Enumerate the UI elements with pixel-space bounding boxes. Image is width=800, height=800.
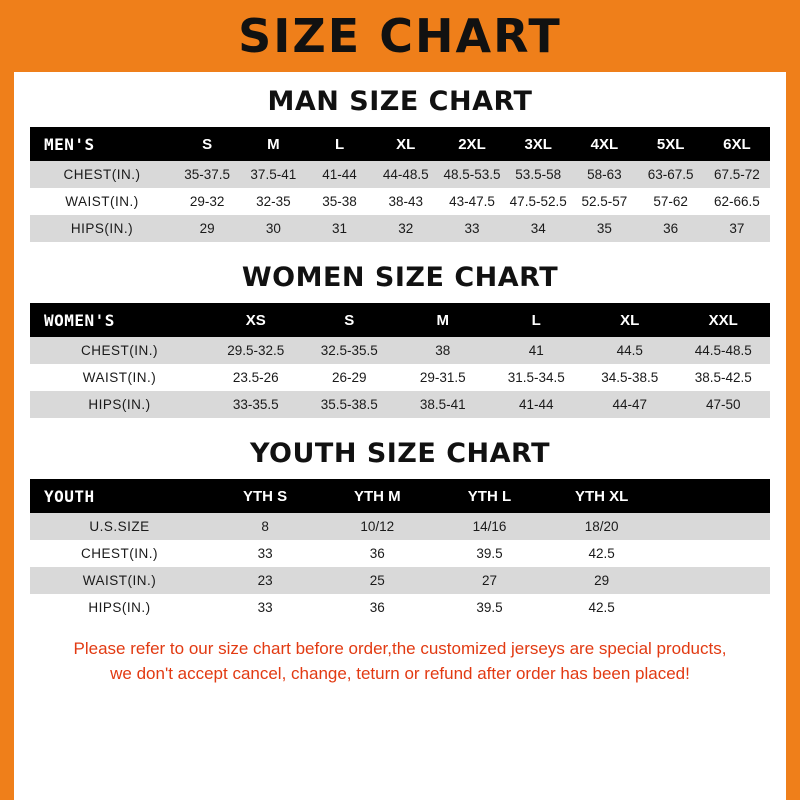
- youth-ussize-yth-xl: 18/20: [546, 513, 658, 540]
- order-policy-note-line1: Please refer to our size chart before order,the customized jerseys are special products,: [73, 639, 727, 658]
- women-waist-m: 29-31.5: [396, 364, 490, 391]
- men-waist-2xl: 43-47.5: [439, 188, 505, 215]
- men-header-5xl: 5XL: [638, 127, 704, 161]
- women-chest-xs: 29.5-32.5: [209, 337, 303, 364]
- men-waist-s: 29-32: [174, 188, 240, 215]
- men-header-6xl: 6XL: [704, 127, 770, 161]
- youth-header-yth-m: YTH M: [321, 479, 433, 513]
- youth-hips-empty: [658, 594, 770, 621]
- table-row: [30, 513, 770, 540]
- table-row: [30, 567, 770, 594]
- youth-section-title: YOUTH SIZE CHART: [249, 438, 551, 469]
- men-waist-3xl: 47.5-52.5: [505, 188, 571, 215]
- table-row: [30, 594, 770, 621]
- women-hips-xs: 33-35.5: [209, 391, 303, 418]
- youth-chest-yth-m: 36: [321, 540, 433, 567]
- women-hips-label: HIPS(IN.): [30, 391, 209, 418]
- men-chest-5xl: 63-67.5: [638, 161, 704, 188]
- men-chest-6xl: 67.5-72: [704, 161, 770, 188]
- women-chest-label: CHEST(IN.): [30, 337, 209, 364]
- women-waist-s: 26-29: [303, 364, 397, 391]
- youth-waist-empty: [658, 567, 770, 594]
- women-header-label: WOMEN'S: [30, 303, 209, 337]
- men-chest-m: 37.5-41: [240, 161, 306, 188]
- men-chest-xl: 44-48.5: [373, 161, 439, 188]
- men-header-label: MEN'S: [30, 127, 174, 161]
- men-waist-4xl: 52.5-57: [571, 188, 637, 215]
- women-header-s: S: [303, 303, 397, 337]
- youth-waist-yth-l: 27: [433, 567, 545, 594]
- women-hips-s: 35.5-38.5: [303, 391, 397, 418]
- table-row: [30, 540, 770, 567]
- women-hips-xl: 44-47: [583, 391, 677, 418]
- youth-hips-yth-xl: 42.5: [546, 594, 658, 621]
- women-hips-m: 38.5-41: [396, 391, 490, 418]
- women-header-xxl: XXL: [677, 303, 771, 337]
- men-waist-6xl: 62-66.5: [704, 188, 770, 215]
- women-hips-l: 41-44: [490, 391, 584, 418]
- youth-chest-yth-s: 33: [209, 540, 321, 567]
- women-chest-s: 32.5-35.5: [303, 337, 397, 364]
- youth-header-yth-l: YTH L: [433, 479, 545, 513]
- table-header-row: [30, 127, 770, 161]
- table-row: [30, 364, 770, 391]
- youth-hips-label: HIPS(IN.): [30, 594, 209, 621]
- men-header-m: M: [240, 127, 306, 161]
- women-waist-l: 31.5-34.5: [490, 364, 584, 391]
- men-waist-label: WAIST(IN.): [30, 188, 174, 215]
- women-section-title: WOMEN SIZE CHART: [241, 262, 559, 293]
- men-hips-xl: 32: [373, 215, 439, 242]
- men-header-l: L: [306, 127, 372, 161]
- women-chest-l: 41: [490, 337, 584, 364]
- men-header-s: S: [174, 127, 240, 161]
- women-waist-xs: 23.5-26: [209, 364, 303, 391]
- youth-ussize-yth-l: 14/16: [433, 513, 545, 540]
- women-chest-xxl: 44.5-48.5: [677, 337, 771, 364]
- men-hips-6xl: 37: [704, 215, 770, 242]
- order-policy-note: [24, 637, 776, 686]
- women-header-xl: XL: [583, 303, 677, 337]
- page-banner: [0, 0, 800, 72]
- youth-chest-empty: [658, 540, 770, 567]
- youth-waist-yth-m: 25: [321, 567, 433, 594]
- men-chest-3xl: 53.5-58: [505, 161, 571, 188]
- page-title: SIZE CHART: [238, 9, 562, 63]
- women-hips-xxl: 47-50: [677, 391, 771, 418]
- table-row: [30, 391, 770, 418]
- women-waist-label: WAIST(IN.): [30, 364, 209, 391]
- men-chest-2xl: 48.5-53.5: [439, 161, 505, 188]
- table-row: [30, 161, 770, 188]
- women-header-m: M: [396, 303, 490, 337]
- youth-waist-yth-xl: 29: [546, 567, 658, 594]
- men-header-xl: XL: [373, 127, 439, 161]
- table-row: [30, 215, 770, 242]
- men-chest-l: 41-44: [306, 161, 372, 188]
- women-waist-xl: 34.5-38.5: [583, 364, 677, 391]
- men-waist-xl: 38-43: [373, 188, 439, 215]
- women-chest-xl: 44.5: [583, 337, 677, 364]
- youth-waist-label: WAIST(IN.): [30, 567, 209, 594]
- youth-waist-yth-s: 23: [209, 567, 321, 594]
- men-header-3xl: 3XL: [505, 127, 571, 161]
- youth-hips-yth-m: 36: [321, 594, 433, 621]
- table-row: [30, 337, 770, 364]
- youth-header-empty: [658, 479, 770, 513]
- men-hips-2xl: 33: [439, 215, 505, 242]
- men-hips-4xl: 35: [571, 215, 637, 242]
- men-hips-m: 30: [240, 215, 306, 242]
- women-chest-m: 38: [396, 337, 490, 364]
- men-header-2xl: 2XL: [439, 127, 505, 161]
- youth-ussize-empty: [658, 513, 770, 540]
- youth-ussize-yth-s: 8: [209, 513, 321, 540]
- men-hips-s: 29: [174, 215, 240, 242]
- youth-header-label: YOUTH: [30, 479, 209, 513]
- youth-size-table: [30, 479, 770, 621]
- men-hips-l: 31: [306, 215, 372, 242]
- men-waist-5xl: 57-62: [638, 188, 704, 215]
- youth-header-yth-s: YTH S: [209, 479, 321, 513]
- youth-chest-yth-xl: 42.5: [546, 540, 658, 567]
- youth-hips-yth-s: 33: [209, 594, 321, 621]
- men-chest-s: 35-37.5: [174, 161, 240, 188]
- table-header-row: [30, 479, 770, 513]
- women-header-l: L: [490, 303, 584, 337]
- men-chest-label: CHEST(IN.): [30, 161, 174, 188]
- men-waist-m: 32-35: [240, 188, 306, 215]
- youth-chest-yth-l: 39.5: [433, 540, 545, 567]
- men-hips-5xl: 36: [638, 215, 704, 242]
- youth-header-yth-xl: YTH XL: [546, 479, 658, 513]
- youth-ussize-label: U.S.SIZE: [30, 513, 209, 540]
- table-row: [30, 188, 770, 215]
- youth-chest-label: CHEST(IN.): [30, 540, 209, 567]
- women-header-xs: XS: [209, 303, 303, 337]
- men-chest-4xl: 58-63: [571, 161, 637, 188]
- men-size-table: [30, 127, 770, 242]
- table-header-row: [30, 303, 770, 337]
- women-waist-xxl: 38.5-42.5: [677, 364, 771, 391]
- youth-hips-yth-l: 39.5: [433, 594, 545, 621]
- men-section-title: MAN SIZE CHART: [267, 86, 533, 117]
- men-header-4xl: 4XL: [571, 127, 637, 161]
- women-size-table: [30, 303, 770, 418]
- men-hips-label: HIPS(IN.): [30, 215, 174, 242]
- youth-ussize-yth-m: 10/12: [321, 513, 433, 540]
- men-waist-l: 35-38: [306, 188, 372, 215]
- order-policy-note-line2: we don't accept cancel, change, teturn or refund after order has been placed!: [110, 663, 690, 683]
- men-hips-3xl: 34: [505, 215, 571, 242]
